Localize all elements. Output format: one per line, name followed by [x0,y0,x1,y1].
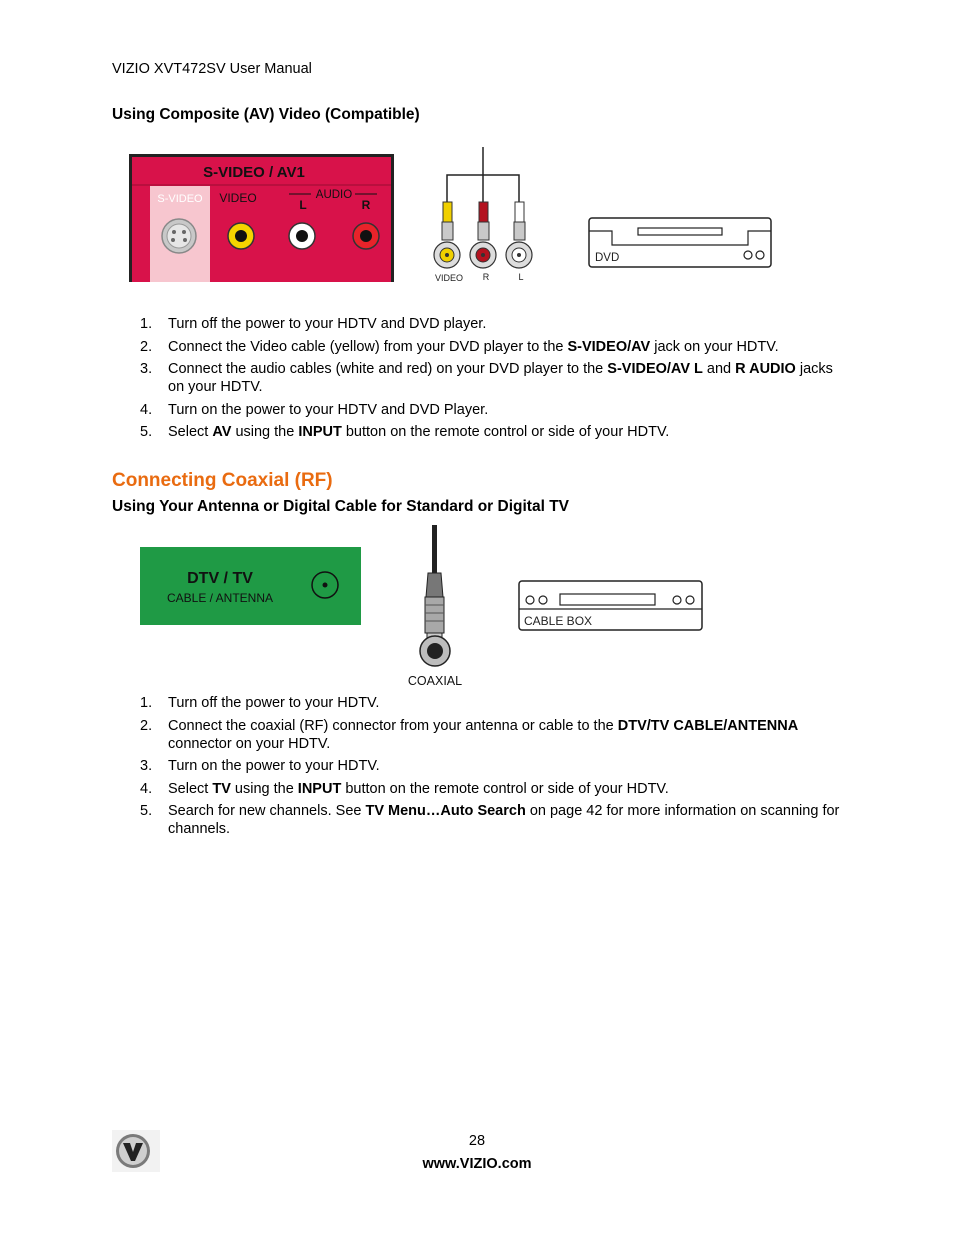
step-number: 5. [140,424,153,440]
step-emphasis: INPUT [298,424,342,440]
panel-title: S-VIDEO / AV1 [203,164,305,181]
page-number: 28 [468,1133,486,1149]
step-number: 3. [140,361,153,377]
step-text: Turn on the power to your HDTV. [168,758,380,774]
step-text: Turn on the power to your HDTV and DVD Player. [168,401,489,418]
step-number: 1. [140,695,153,711]
audio-r-jack [353,223,379,249]
dvd-label: DVD [595,252,620,264]
step-emphasis: AV [212,424,232,440]
cable-box-button-icon [526,596,534,604]
section-heading-composite: Using Composite (AV) Video (Compatible) [112,106,420,123]
step-item [112,423,842,441]
step-emphasis: S-VIDEO/AV [567,338,651,355]
step-number: 2. [140,338,153,355]
audio-l-plug [506,202,532,268]
step-emphasis: INPUT [297,780,342,797]
step-item [112,780,842,798]
step-text: jack on your HDTV. [650,338,779,355]
cable-box-button-icon [686,596,694,604]
step-number: 3. [140,758,153,774]
section-heading-antenna: Using Your Antenna or Digital Cable for Standard or Digital TV [112,498,570,515]
audio-l-label: L [299,198,307,212]
step-item [112,401,842,419]
step-item [112,717,842,753]
audio-label: AUDIO [315,189,353,201]
step-text: button on the remote control or side of your HDTV. [341,780,669,797]
cable-l-label: L [518,272,524,282]
step-item [112,694,842,712]
step-emphasis: S-VIDEO/AV L [607,361,703,377]
video-label: VIDEO [219,191,257,205]
step-text: Turn off the power to your HDTV and DVD player. [168,316,487,332]
step-number: 1. [140,316,153,332]
dvd-button-icon [756,251,764,259]
step-item [112,757,842,775]
section-title-coaxial: Connecting Coaxial (RF) [112,470,333,491]
step-text: connector on your HDTV. [168,735,331,752]
av-input-panel-figure [129,154,394,282]
step-item [112,315,842,333]
step-emphasis: DTV/TV CABLE/ANTENNA [617,717,799,734]
step-text: Connect the audio cables (white and red) on your DVD player to the [168,361,608,377]
dvd-disc-tray [638,228,722,235]
step-text: Select [168,780,213,797]
video-jack [228,223,254,249]
audio-l-jack [289,223,315,249]
footer-url: www.VIZIO.com [422,1156,532,1172]
coaxial-steps-list [112,694,842,843]
cable-video-label: VIDEO [434,273,464,283]
coaxial-label: COAXIAL [407,674,463,688]
step-text: using the [230,780,298,797]
step-emphasis: TV Menu…Auto Search [365,803,526,819]
audio-r-plug [470,202,496,268]
dtv-panel-title: DTV / TV [187,570,253,587]
coaxial-cable-figure [400,525,482,691]
composite-steps-list [112,315,842,446]
document-header: VIZIO XVT472SV User Manual [112,61,312,77]
step-number: 4. [140,401,153,418]
step-item [112,802,842,838]
step-text: on page 42 for more information on scanning for channels. [168,803,840,837]
dvd-player-figure [588,217,773,269]
cable-box-display [560,594,655,605]
step-emphasis: R AUDIO [735,361,796,377]
svideo-jack [162,219,196,253]
step-text: Select [168,424,213,440]
cable-box-button-icon [673,596,681,604]
step-text: Search for new channels. See [168,803,366,819]
svideo-label: S-VIDEO [157,193,203,205]
dtv-input-panel-figure [140,547,362,626]
rca-cable-figure [430,147,536,287]
cable-box-figure [518,580,704,632]
step-text: Connect the Video cable (yellow) from your DVD player to the [168,338,568,355]
step-number: 2. [140,717,153,734]
step-item [112,360,842,396]
dvd-button-icon [744,251,752,259]
video-plug [434,202,460,268]
step-text: and [702,361,736,377]
step-emphasis: TV [212,780,231,797]
step-text: using the [231,424,299,440]
step-text: jacks on your HDTV. [168,361,833,395]
cable-box-label: CABLE BOX [524,614,593,628]
step-text: Connect the coaxial (RF) connector from your antenna or cable to the [168,717,618,734]
cable-r-label: R [482,272,490,282]
step-item [112,338,842,356]
dtv-panel-subtitle: CABLE / ANTENNA [166,591,274,605]
step-text: button on the remote control or side of your HDTV. [341,424,670,440]
cable-box-button-icon [539,596,547,604]
step-number: 5. [140,803,153,819]
audio-r-label: R [361,198,371,212]
step-text: Turn off the power to your HDTV. [168,695,380,711]
step-number: 4. [140,780,153,797]
